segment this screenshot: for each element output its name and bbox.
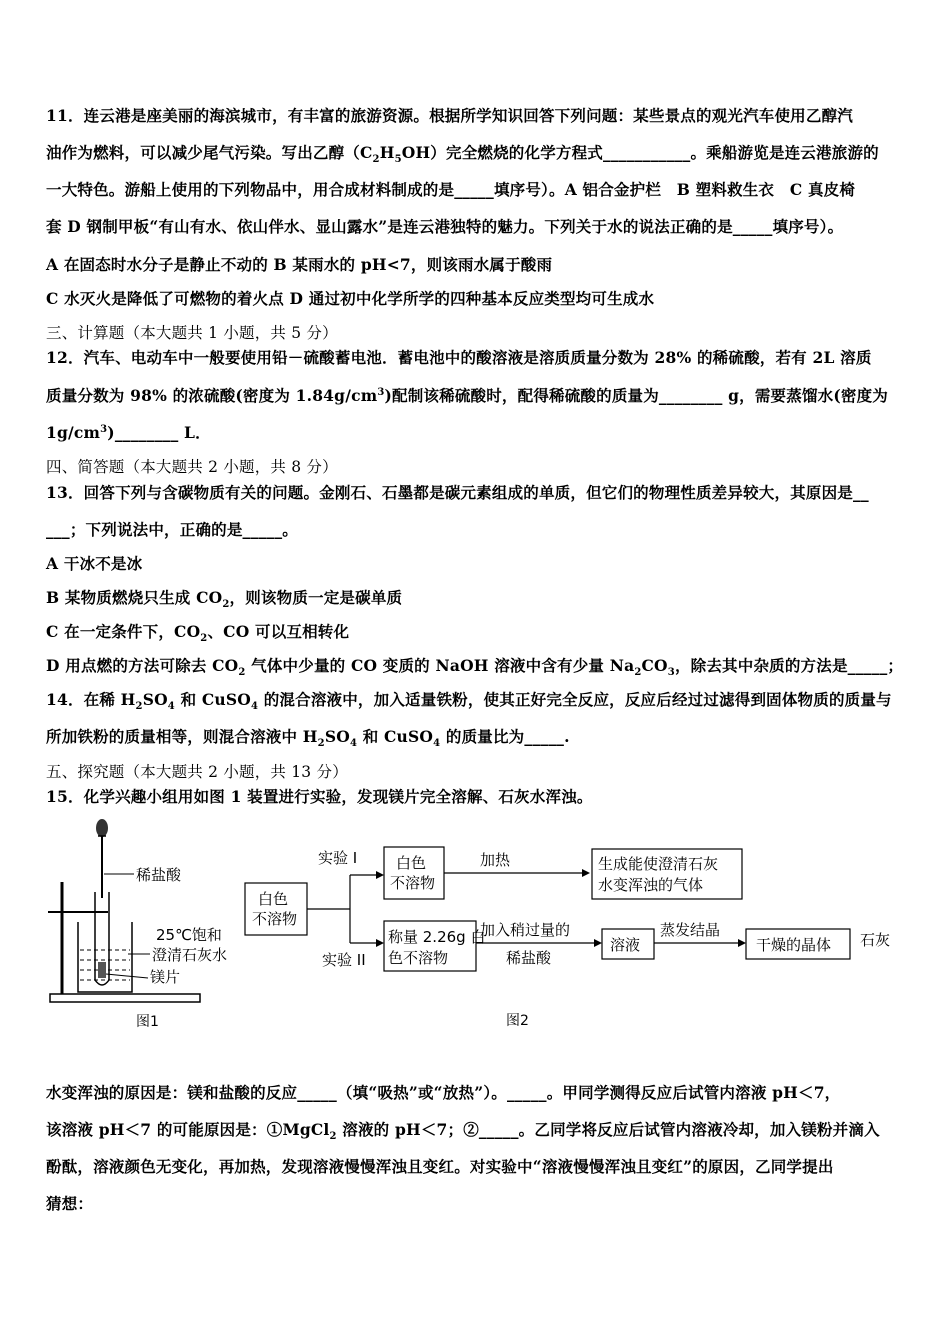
q11-line-2: 油作为燃料，可以减少尾气污染。写出乙醇$(C_2H_5OH)$完全燃烧的化学方程式___________。乘船游览是连云港旅游的 <box>46 143 879 166</box>
q11-option-ab: A 在固态时水分子是静止不动的 B 某雨水的 pH<7，则该雨水属于酸雨 <box>46 255 553 274</box>
q14-line-1: 14．在稀 $H_2SO_4$ 和 CuSO$_4$ 的混合溶液中，加入适量铁粉，使其正好完全反应，反应后经过过滤得到固体物质的质量与 <box>46 690 892 713</box>
q15-line-5: 猜想： <box>46 1194 94 1213</box>
svg-text:溶液: 溶液 <box>610 936 641 954</box>
evap-label: 蒸发结晶 <box>660 921 721 939</box>
figure-1-apparatus <box>40 812 260 1032</box>
q13-line-2: ___；下列说法中，正确的是_____。 <box>46 520 299 539</box>
figure-1-caption: 图1 <box>136 1014 159 1030</box>
q15-line-3: 该溶液 pH＜7 的可能原因是：①MgCl$_2$ 溶液的 pH＜7；②_____。乙同学将反应后试管内溶液冷却，加入镁粉并滴入 <box>46 1120 880 1143</box>
q11-line-3: 一大特色。游船上使用的下列物品中，用合成材料制成的是_____填序号）。A 铝合金护栏 B 塑料救生衣 C 真皮椅 <box>46 180 856 199</box>
q13-option-b: B 某物质燃烧只生成 $CO_2$，则该物质一定是碳单质 <box>46 588 403 611</box>
figure-2-flowchart <box>240 835 910 1035</box>
q12-line-3: $1g/cm^3)\_\_\_\_\_\_\_\_$ L． <box>46 423 211 442</box>
mg-label: 镁片 <box>150 968 181 986</box>
q13-line-1: 13．回答下列与含碳物质有关的问题。金刚石、石墨都是碳元素组成的单质，但它们的物理性质差异较大，其原因是__ <box>46 483 869 502</box>
solution-label-1: 25℃饱和 <box>156 926 222 944</box>
solution-label-2: 澄清石灰水 <box>152 946 228 964</box>
q13-option-a: A 干冰不是冰 <box>46 554 143 573</box>
heat-label: 加热 <box>480 851 511 869</box>
svg-text:不溶物: 不溶物 <box>252 910 298 928</box>
svg-text:称量 2.26g 白: 称量 2.26g 白 <box>388 928 486 946</box>
q14-line-2: 所加铁粉的质量相等，则混合溶液中 $H_2SO_4$ 和 CuSO$_4$ 的质量比为_____. <box>46 727 570 750</box>
q13-option-c: C 在一定条件下，$CO_2$、CO 可以互相转化 <box>46 622 350 645</box>
q15-line-2: 水变浑浊的原因是：镁和盐酸的反应_____（填“吸热”或“放热”）。_____。甲同学测得反应后试管内溶液 pH＜7， <box>46 1083 841 1102</box>
svg-text:干燥的晶体: 干燥的晶体 <box>756 936 832 954</box>
q12-line-1: 12．汽车、电动车中一般要使用铅－硫酸蓄电池．蓄电池中的酸溶液是溶质质量分数为 28% 的稀硫酸，若有 2L 溶质 <box>46 348 872 367</box>
trailing-text: 石灰 <box>860 931 891 949</box>
acid-label: 稀盐酸 <box>136 866 182 884</box>
dropper-bulb <box>96 819 108 837</box>
figure-2-caption: 图2 <box>506 1013 529 1029</box>
svg-text:生成能使澄清石灰: 生成能使澄清石灰 <box>598 855 719 873</box>
add-acid-label-1: 加入稍过量的 <box>480 921 571 939</box>
q11-option-cd: C 水灭火是降低了可燃物的着火点 D 通过初中化学所学的四种基本反应类型均可生成水 <box>46 289 655 308</box>
svg-text:不溶物: 不溶物 <box>390 874 436 892</box>
add-acid-label-2: 稀盐酸 <box>506 949 552 967</box>
q11-line-1: 11．连云港是座美丽的海滨城市，有丰富的旅游资源。根据所学知识回答下列问题：某些景点的观光汽车使用乙醇汽 <box>46 106 853 125</box>
svg-text:水变浑浊的气体: 水变浑浊的气体 <box>598 876 704 894</box>
q12-line-2: 质量分数为 98% 的浓硫酸(密度为 $1.84g/cm^3$)配制该稀硫酸时，配得稀硫酸的质量为________ g，需要蒸馏水(密度为 <box>46 386 888 405</box>
q13-option-d: D 用点燃的方法可除去 $CO_2$ 气体中少量的 CO 变质的 NaOH 溶液中含有少量 $Na_2CO_3$，除去其中杂质的方法是_____； <box>46 656 904 679</box>
svg-text:白色: 白色 <box>258 890 289 908</box>
magnesium-strip <box>98 962 106 978</box>
exp1-label: 实验 I <box>318 849 358 867</box>
q15-line-1: 15．化学兴趣小组用如图 1 装置进行实验，发现镁片完全溶解、石灰水浑浊。 <box>46 787 593 806</box>
svg-text:白色: 白色 <box>396 854 427 872</box>
stand-base <box>50 994 200 1002</box>
svg-text:色不溶物: 色不溶物 <box>388 949 449 967</box>
exp2-label: 实验 II <box>322 951 366 969</box>
beaker <box>78 922 132 992</box>
section-3-heading: 三、计算题（本大题共 1 小题，共 5 分） <box>46 324 338 342</box>
q11-line-4: 套 D 钢制甲板“有山有水、依山伴水、显山露水”是连云港独特的魅力。下列关于水的说法正确的是_____填序号）。 <box>46 217 844 236</box>
section-5-heading: 五、探究题（本大题共 2 小题，共 13 分） <box>46 763 348 781</box>
q15-line-4: 酚酞，溶液颜色无变化，再加热，发现溶液慢慢浑浊且变红。对实验中“溶液慢慢浑浊且变红”的原因，乙同学提出 <box>46 1157 834 1176</box>
section-4-heading: 四、简答题（本大题共 2 小题，共 8 分） <box>46 458 338 476</box>
